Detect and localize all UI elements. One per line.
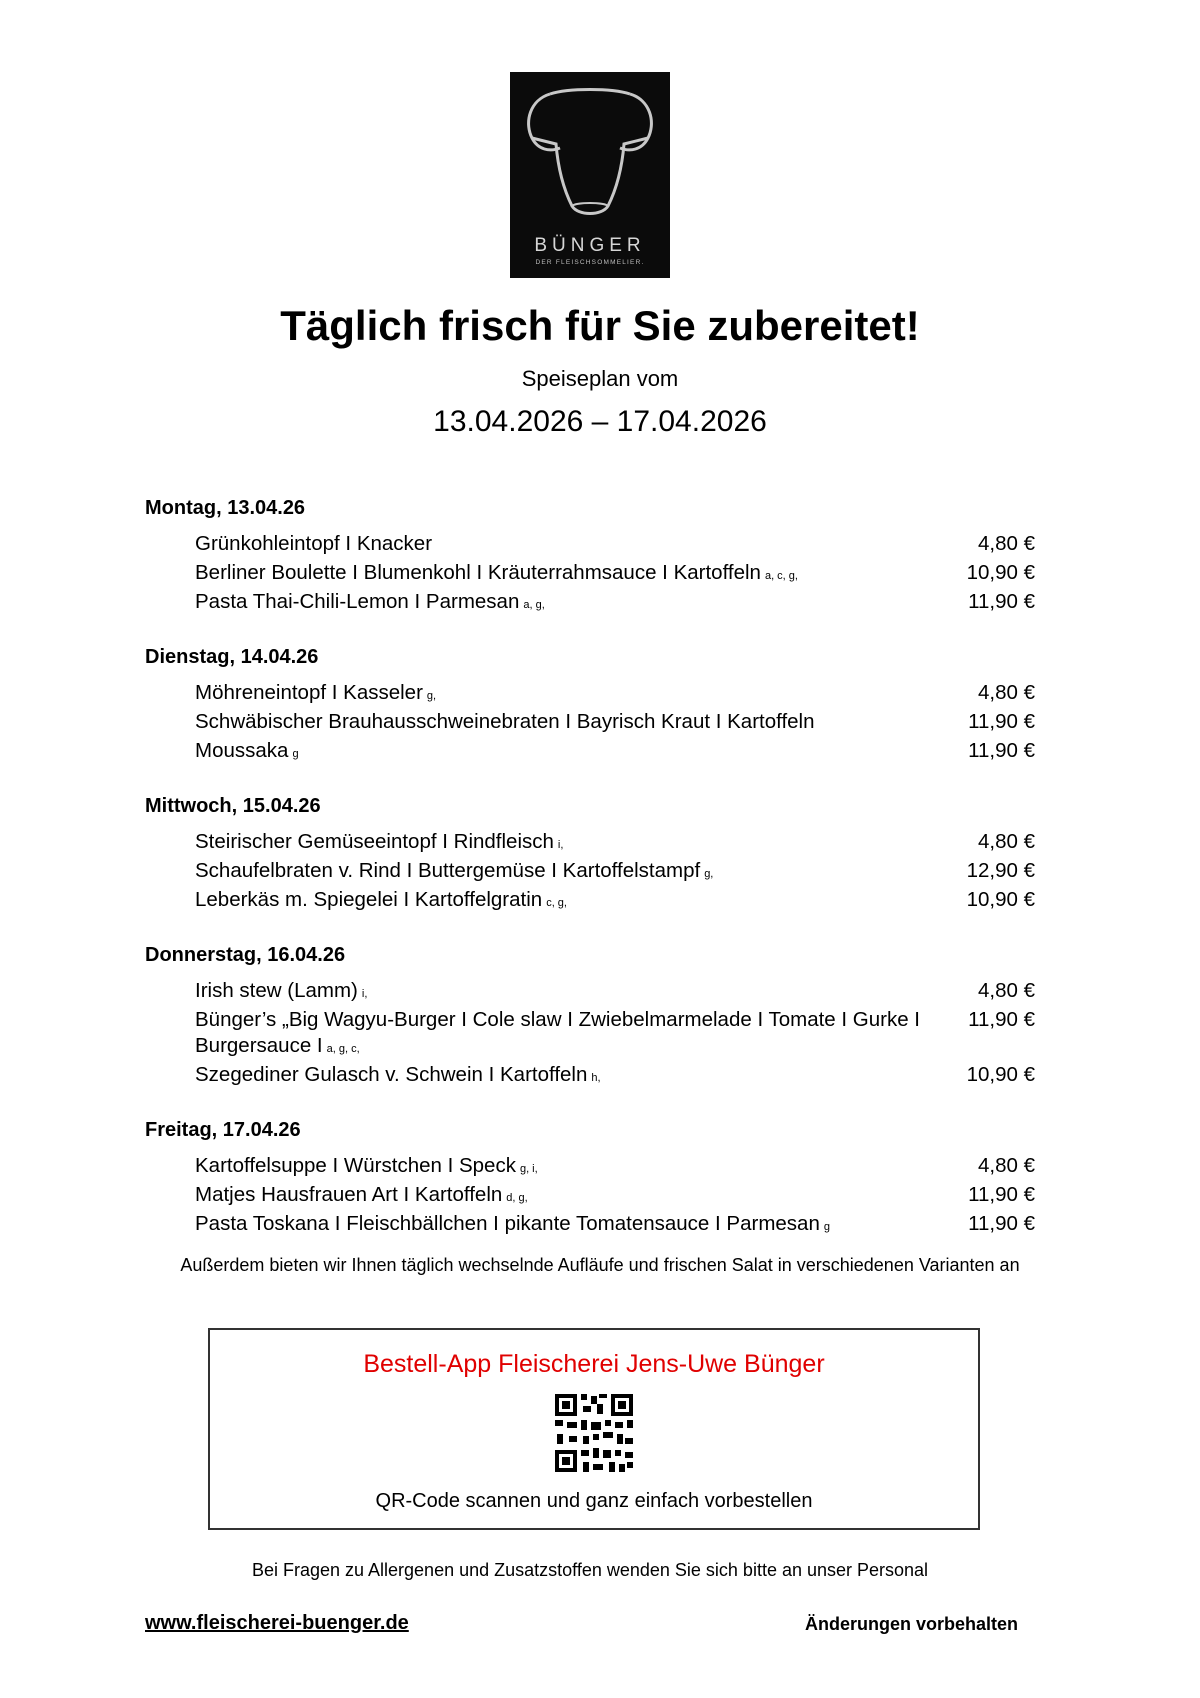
dish-row bbox=[145, 589, 1035, 618]
logo-brand: BÜNGER bbox=[534, 235, 646, 256]
dish-price: 12,90 € bbox=[966, 859, 1035, 882]
dish-price: 11,90 € bbox=[968, 1183, 1035, 1206]
dish-price: 11,90 € bbox=[968, 710, 1035, 733]
dish-price: 11,90 € bbox=[968, 1008, 1035, 1031]
dish-allergens: a, g, c, bbox=[326, 1043, 360, 1055]
dish-row bbox=[145, 829, 1035, 858]
dish-name-cell bbox=[195, 858, 925, 887]
page-subtitle: Speiseplan vom bbox=[521, 366, 679, 391]
dish-price: 4,80 € bbox=[978, 1154, 1035, 1177]
dish-price: 10,90 € bbox=[966, 1063, 1035, 1086]
dish-row bbox=[145, 1062, 1035, 1091]
day-thursday bbox=[145, 942, 1035, 1091]
weekly-menu bbox=[145, 495, 1035, 1266]
dish-row bbox=[145, 680, 1035, 709]
dish-price: 11,90 € bbox=[968, 739, 1035, 762]
dish-allergens: d, g, bbox=[506, 1192, 528, 1204]
dish-name: Moussaka bbox=[195, 739, 289, 762]
allergy-note: Bei Fragen zu Allergenen und Zusatzstoffen wenden Sie sich bitte an unser Personal bbox=[251, 1560, 929, 1580]
date-range: 13.04.2026 – 17.04.2026 bbox=[433, 405, 767, 438]
dish-name: Matjes Hausfrauen Art I Kartoffeln bbox=[195, 1183, 503, 1206]
dish-name: Möhreneintopf I Kasseler bbox=[195, 681, 423, 704]
day-friday bbox=[145, 1117, 1035, 1240]
dish-allergens: a, g, bbox=[523, 599, 545, 611]
dish-price: 4,80 € bbox=[978, 979, 1035, 1002]
dish-name: Pasta Thai-Chili-Lemon I Parmesan bbox=[195, 590, 520, 613]
dish-row bbox=[145, 1007, 1035, 1062]
dish-allergens: g, bbox=[704, 868, 714, 880]
app-cta: QR-Code scannen und ganz einfach vorbestellen bbox=[375, 1490, 813, 1512]
dish-price: 4,80 € bbox=[978, 532, 1035, 555]
dish-name-cell bbox=[195, 1211, 925, 1240]
dish-name: Pasta Toskana I Fleischbällchen I pikante Tomatensauce I Parmesan bbox=[195, 1212, 820, 1235]
order-app-box bbox=[208, 1328, 980, 1530]
dish-allergens: g bbox=[292, 748, 299, 760]
dish-allergens: c, g, bbox=[546, 897, 567, 909]
dish-row bbox=[145, 1211, 1035, 1240]
dish-name-cell bbox=[195, 560, 925, 589]
extras-note: Außerdem bieten wir Ihnen täglich wechselnde Aufläufe und frischen Salat in verschiedenen Varianten an bbox=[180, 1255, 1020, 1275]
dish-price: 11,90 € bbox=[968, 590, 1035, 613]
dish-allergens: g bbox=[823, 1221, 830, 1233]
dish-row bbox=[145, 531, 1035, 560]
dish-allergens: h, bbox=[591, 1072, 601, 1084]
dish-name: Bünger’s „Big Wagyu-Burger I Cole slaw I Zwiebelmarmelade I Tomate I Gurke I Burgersauce I bbox=[195, 1008, 921, 1057]
dish-allergens: i, bbox=[361, 988, 368, 1000]
footer-disclaimer: Änderungen vorbehalten bbox=[804, 1614, 1018, 1634]
dish-row bbox=[145, 858, 1035, 887]
dish-name-cell bbox=[195, 738, 925, 767]
dish-name: Kartoffelsuppe I Würstchen I Speck bbox=[195, 1154, 516, 1177]
day-wednesday bbox=[145, 793, 1035, 916]
dish-name-cell bbox=[195, 1182, 925, 1211]
qr-code-icon[interactable] bbox=[553, 1392, 635, 1474]
day-title: Donnerstag, 16.04.26 bbox=[145, 944, 346, 966]
day-monday bbox=[145, 495, 1035, 618]
day-title: Montag, 13.04.26 bbox=[145, 497, 306, 519]
dish-row bbox=[145, 709, 1035, 738]
dish-row bbox=[145, 560, 1035, 589]
dish-name-cell bbox=[195, 1062, 925, 1091]
dish-allergens: g, bbox=[426, 690, 437, 702]
dish-row bbox=[145, 1153, 1035, 1182]
dish-name-cell bbox=[195, 978, 925, 1007]
dish-name: Schaufelbraten v. Rind I Buttergemüse I Kartoffelstampf bbox=[195, 859, 701, 882]
dish-allergens: a, c, g, bbox=[764, 570, 798, 582]
dish-price: 10,90 € bbox=[966, 888, 1035, 911]
website-link[interactable]: www.fleischerei-buenger.de bbox=[145, 1612, 409, 1634]
app-title: Bestell-App Fleischerei Jens-Uwe Bünger bbox=[363, 1350, 825, 1378]
dish-allergens: g, i, bbox=[519, 1163, 538, 1175]
bunger-logo bbox=[510, 72, 670, 278]
dish-name: Leberkäs m. Spiegelei I Kartoffelgratin bbox=[195, 888, 543, 911]
dish-allergens: i, bbox=[557, 839, 564, 851]
dish-name: Irish stew (Lamm) bbox=[195, 979, 358, 1002]
dish-name-cell bbox=[195, 1007, 925, 1062]
dish-price: 10,90 € bbox=[966, 561, 1035, 584]
dish-name: Berliner Boulette I Blumenkohl I Kräuterrahmsauce I Kartoffeln bbox=[195, 561, 761, 584]
dish-name-cell bbox=[195, 680, 925, 709]
dish-row bbox=[145, 1182, 1035, 1211]
dish-price: 4,80 € bbox=[978, 681, 1035, 704]
logo-tagline: DER FLEISCHSOMMELIER. bbox=[535, 259, 645, 266]
dish-row bbox=[145, 738, 1035, 767]
dish-name: Schwäbischer Brauhausschweinebraten I Bayrisch Kraut I Kartoffeln bbox=[195, 710, 815, 733]
day-title: Freitag, 17.04.26 bbox=[145, 1119, 301, 1141]
dish-name-cell bbox=[195, 531, 925, 560]
dish-name-cell bbox=[195, 829, 925, 858]
dish-name-cell bbox=[195, 709, 925, 738]
dish-name: Steirischer Gemüseeintopf I Rindfleisch bbox=[195, 830, 554, 853]
dish-name-cell bbox=[195, 887, 925, 916]
day-title: Dienstag, 14.04.26 bbox=[145, 646, 319, 668]
dish-name: Grünkohleintopf I Knacker bbox=[195, 532, 433, 555]
page-title: Täglich frisch für Sie zubereitet! bbox=[280, 302, 920, 349]
dish-name-cell bbox=[195, 589, 925, 618]
dish-row bbox=[145, 978, 1035, 1007]
day-title: Mittwoch, 15.04.26 bbox=[145, 795, 321, 817]
dish-price: 11,90 € bbox=[968, 1212, 1035, 1235]
dish-name: Szegediner Gulasch v. Schwein I Kartoffeln bbox=[195, 1063, 588, 1086]
day-tuesday bbox=[145, 644, 1035, 767]
dish-name-cell bbox=[195, 1153, 925, 1182]
dish-price: 4,80 € bbox=[978, 830, 1035, 853]
dish-row bbox=[145, 887, 1035, 916]
